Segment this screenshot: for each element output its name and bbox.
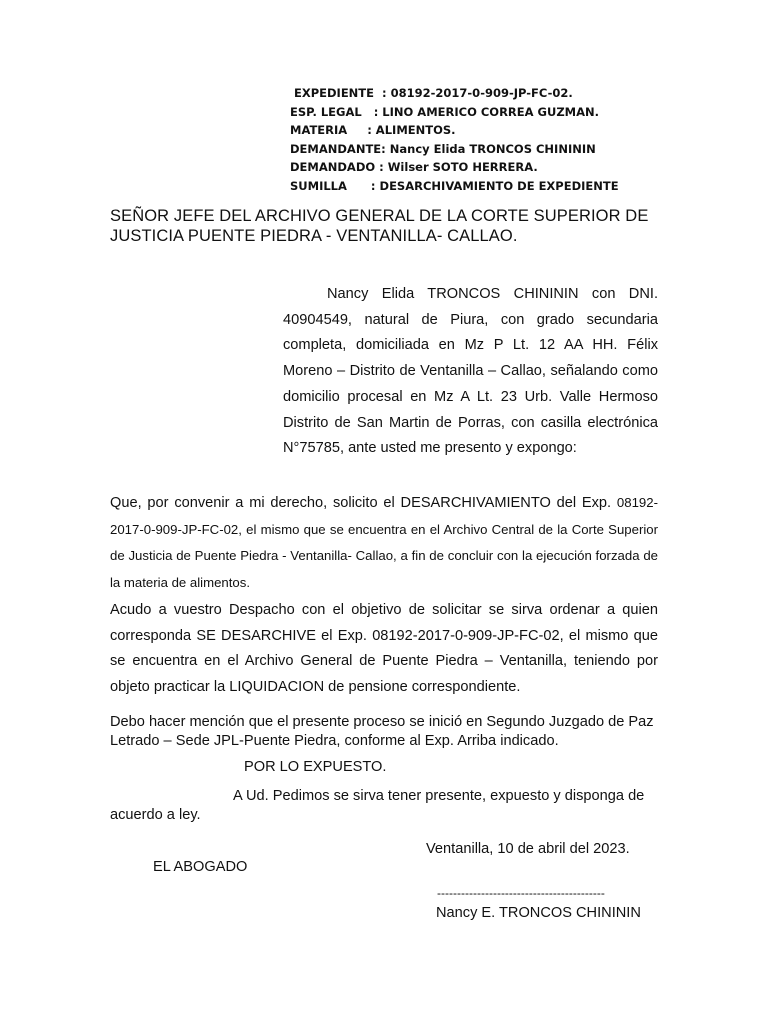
abogado-label: EL ABOGADO <box>153 859 248 875</box>
header-value: : 08192-2017-0-909-JP-FC-02. <box>374 86 573 100</box>
addressee: SEÑOR JEFE DEL ARCHIVO GENERAL DE LA CORTE SUPERIOR DE JUSTICIA PUENTE PIEDRA - VENTANILLA- CALLAO. <box>110 207 649 245</box>
signature-name: Nancy E. TRONCOS CHINININ <box>436 905 641 921</box>
header-row-demandante <box>290 140 619 159</box>
header-label: EXPEDIENTE <box>294 86 375 100</box>
header-row-expediente <box>290 84 619 103</box>
pedimos-text: A Ud. Pedimos se sirva tener presente, expuesto y disponga de acuerdo a ley. <box>110 788 645 823</box>
header-value: : Nancy Elida TRONCOS CHINININ <box>381 141 596 156</box>
header-label: DEMANDADO <box>290 160 376 175</box>
request-lead: Que, por convenir a mi derecho, solicito el DESARCHIVAMIENTO del Exp. <box>110 495 612 511</box>
header-value: : ALIMENTOS. <box>347 123 456 138</box>
por-lo-expuesto: POR LO EXPUESTO. <box>244 759 387 775</box>
header-value: : Wilser SOTO HERRERA. <box>375 160 538 175</box>
desarchive-paragraph: Acudo a vuestro Despacho con el objetivo de solicitar se sirva ordenar a quien corresponda SE DESARCHIVE el Exp. 08192-2017-0-909-JP-FC-02, el mismo que se encuentra en el Archivo General de Puente Piedra – Ventanilla, teniendo por objeto practicar la LIQUIDACION de pensione correspondiente. <box>110 602 658 695</box>
intro-text: Nancy Elida TRONCOS CHINININ con DNI. 40904549, natural de Piura, con grado secundaria completa, domiciliada en Mz P Lt. 12 AA HH. Félix Moreno – Distrito de Ventanilla – Callao, señalando como domicilio procesal en Mz A Lt. 23 Urb. Valle Hermoso Distrito de San Martin de Porras, con casilla electrónica N°75785, ante usted me presento y expongo: <box>283 286 658 457</box>
petitioner-intro <box>283 282 658 462</box>
request-rest: 08192-2017-0-909-JP-FC-02, el mismo que se encuentra en el Archivo Central de la Corte Superior de Justicia de Puente Piedra - Ventanilla- Callao, a fin de concluir con la ejecución forzada de la materia de alimentos. <box>110 495 658 590</box>
header-value: : DESARCHIVAMIENTO DE EXPEDIENTE <box>346 178 619 193</box>
case-header <box>290 84 619 196</box>
header-label: ESP. LEGAL <box>290 104 362 119</box>
date-line: Ventanilla, 10 de abril del 2023. <box>426 841 630 857</box>
header-label: SUMILLA <box>290 178 347 193</box>
signature-line: ------------------------------------------ <box>437 886 605 900</box>
header-row-demandado <box>290 158 619 177</box>
header-value: : LINO AMERICO CORREA GUZMAN. <box>361 104 600 119</box>
request-paragraph <box>110 490 658 596</box>
header-label: MATERIA <box>290 123 348 138</box>
header-label: DEMANDANTE <box>290 141 382 156</box>
header-row-sumilla <box>290 177 619 196</box>
mention-paragraph: Debo hacer mención que el presente proceso se inició en Segundo Juzgado de Paz Letrado – Sede JPL-Puente Piedra, conforme al Exp. Arriba indicado. <box>110 714 654 749</box>
header-row-esp-legal <box>290 103 619 122</box>
header-row-materia <box>290 121 619 140</box>
